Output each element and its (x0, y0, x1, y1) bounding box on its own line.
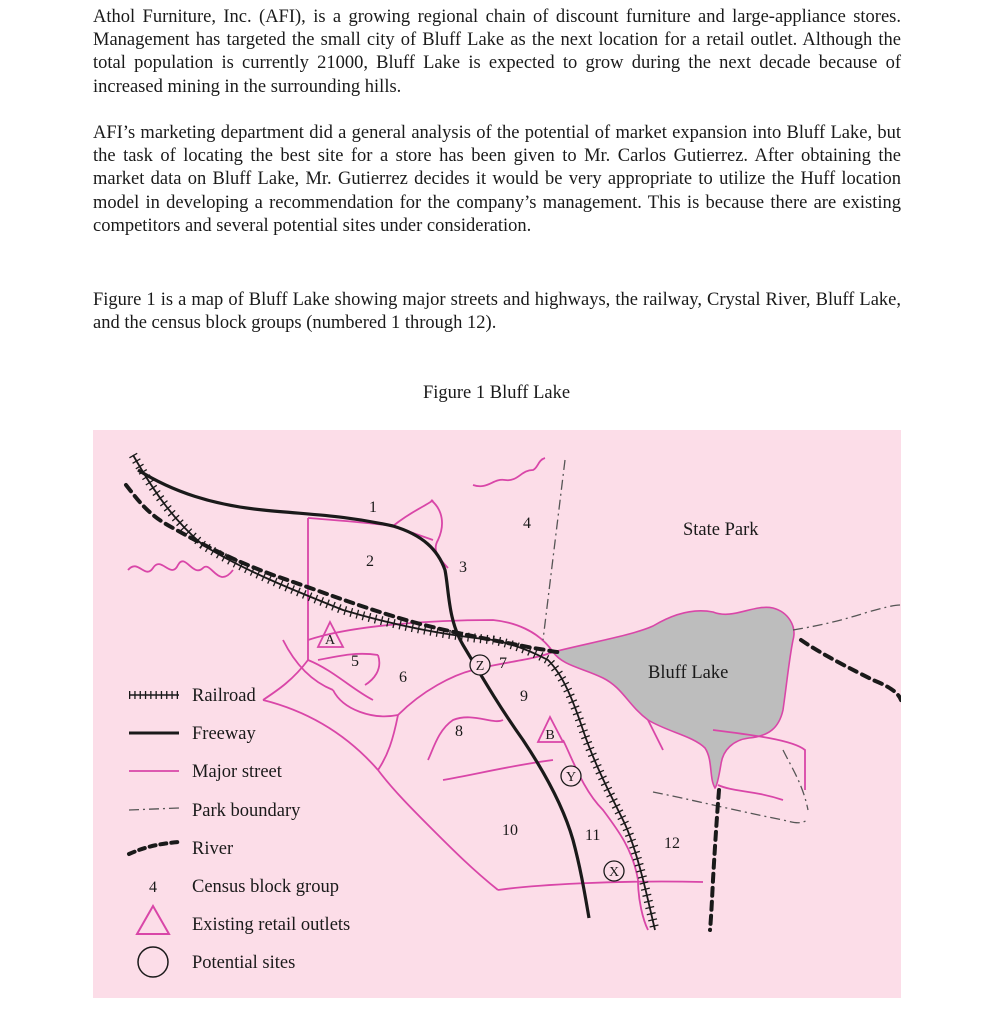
block-1: 1 (369, 499, 377, 516)
potential-site-x (604, 861, 624, 881)
svg-text:4: 4 (149, 879, 157, 896)
block-11: 11 (585, 827, 601, 844)
state-park-label: State Park (683, 520, 759, 540)
block-2: 2 (366, 553, 374, 570)
block-5: 5 (351, 653, 359, 670)
svg-text:Existing retail outlets: Existing retail outlets (192, 915, 351, 935)
block-12: 12 (664, 835, 680, 852)
potential-site-y (561, 766, 581, 786)
svg-text:River: River (192, 839, 234, 859)
block-9: 9 (520, 688, 528, 705)
figure-title: Figure 1 Bluff Lake (422, 383, 571, 403)
svg-text:B: B (545, 728, 555, 743)
svg-text:Potential sites: Potential sites (192, 953, 296, 973)
figure-description-paragraph: Figure 1 is a map of Bluff Lake showing major streets and highways, the railway, Crystal River, Bluff Lake, and the census block groups (numbered 1 through 12). (93, 290, 901, 334)
bluff-lake-map (93, 430, 901, 998)
block-10: 10 (502, 822, 518, 839)
potential-site-z (470, 655, 490, 675)
marketing-paragraph: AFI’s marketing department did a general analysis of the potential of market expansion into Bluff Lake, but the task of locating the best site for a store has been given to Mr. Carlos Gutierrez. After obtaining the market data on Bluff Lake, Mr. Gutierrez decides it would be very appropriate to utilize the Huff location model in developing a recommendation for the company’s management. This is because there are existing competitors and several potential sites under consideration. (93, 123, 901, 236)
block-3: 3 (459, 559, 467, 576)
block-7: 7 (499, 655, 507, 672)
svg-text:Railroad: Railroad (192, 686, 256, 706)
svg-text:Park boundary: Park boundary (192, 801, 301, 821)
block-8: 8 (455, 723, 463, 740)
lake-label: Bluff Lake (648, 663, 729, 683)
svg-text:Z: Z (475, 659, 485, 674)
svg-text:Census block group: Census block group (192, 877, 339, 897)
intro-paragraph: Athol Furniture, Inc. (AFI), is a growing regional chain of discount furniture and large-appliance stores. Management has targeted the small city of Bluff Lake as the next location for a retail outlet. Although the total population is currently 21000, Bluff Lake is expected to grow during the next decade because of increased mining in the surrounding hills. (93, 7, 901, 97)
svg-text:Y: Y (565, 770, 577, 785)
block-4: 4 (523, 515, 531, 532)
svg-text:A: A (324, 633, 336, 648)
block-6: 6 (399, 669, 407, 686)
svg-text:Major street: Major street (192, 762, 282, 782)
svg-text:X: X (608, 865, 620, 880)
svg-text:Freeway: Freeway (192, 724, 256, 744)
